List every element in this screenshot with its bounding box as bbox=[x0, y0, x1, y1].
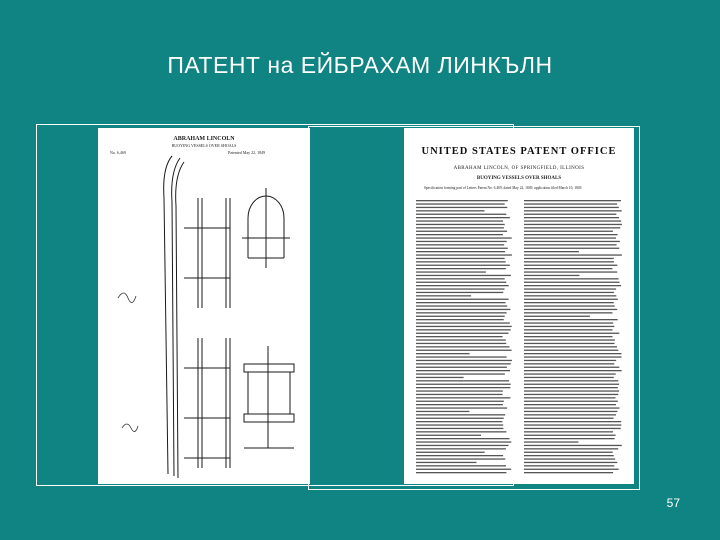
text-line bbox=[524, 237, 616, 238]
text-line bbox=[416, 431, 506, 432]
text-line bbox=[416, 227, 504, 228]
text-line bbox=[416, 428, 503, 429]
text-line bbox=[416, 278, 505, 279]
text-line bbox=[416, 210, 485, 211]
text-line bbox=[524, 384, 619, 385]
text-line bbox=[416, 455, 503, 456]
text-line bbox=[524, 312, 613, 313]
text-line bbox=[416, 411, 469, 412]
text-line bbox=[416, 448, 506, 449]
text-line bbox=[416, 438, 510, 439]
text-line bbox=[416, 390, 503, 391]
text-line bbox=[416, 265, 510, 266]
text-line bbox=[416, 217, 510, 218]
slide-title: ПАТЕНТ на ЕЙБРАХАМ ЛИНКЪЛН bbox=[167, 52, 553, 78]
text-line bbox=[524, 452, 613, 453]
text-line bbox=[416, 462, 477, 463]
text-line bbox=[416, 220, 503, 221]
text-line bbox=[524, 227, 620, 228]
text-line bbox=[524, 438, 615, 439]
text-line bbox=[524, 407, 620, 408]
text-line bbox=[524, 258, 614, 259]
text-line bbox=[524, 353, 622, 354]
text-line bbox=[524, 248, 619, 249]
text-line bbox=[524, 356, 622, 357]
text-line bbox=[524, 462, 617, 463]
text-line bbox=[524, 261, 614, 262]
text-line bbox=[524, 387, 618, 388]
text-line bbox=[416, 244, 504, 245]
text-line bbox=[524, 445, 622, 446]
text-line bbox=[416, 234, 503, 235]
text-line bbox=[416, 224, 505, 225]
text-line bbox=[524, 363, 614, 364]
text-line bbox=[524, 329, 613, 330]
drawing-date: Patented May 22, 1849 bbox=[228, 150, 266, 155]
text-line bbox=[416, 237, 512, 238]
text-line bbox=[416, 292, 503, 293]
text-line bbox=[416, 200, 508, 201]
text-line bbox=[416, 377, 464, 378]
text-line bbox=[524, 343, 615, 344]
text-line bbox=[416, 268, 506, 269]
text-line bbox=[524, 275, 580, 276]
text-line bbox=[416, 407, 507, 408]
text-line bbox=[524, 418, 614, 419]
text-line bbox=[416, 329, 511, 330]
text-line bbox=[524, 448, 618, 449]
text-line bbox=[524, 390, 619, 391]
drawing-inventor-name: ABRAHAM LINCOLN bbox=[173, 136, 235, 142]
text-line bbox=[524, 241, 620, 242]
signature-marks bbox=[118, 293, 138, 432]
text-line bbox=[416, 326, 512, 327]
text-line bbox=[416, 458, 505, 459]
text-line bbox=[524, 397, 616, 398]
chamber-figure bbox=[242, 188, 290, 268]
page-number: 57 bbox=[666, 496, 680, 510]
text-line bbox=[524, 295, 616, 296]
text-line bbox=[524, 220, 621, 221]
text-line bbox=[416, 353, 470, 354]
text-line bbox=[524, 431, 613, 432]
text-line bbox=[524, 414, 616, 415]
text-line bbox=[416, 258, 505, 259]
text-line bbox=[524, 346, 617, 347]
text-line bbox=[524, 404, 616, 405]
text-line bbox=[416, 203, 505, 204]
text-line bbox=[416, 346, 510, 347]
patent-invention-title: BUOYING VESSELS OVER SHOALS bbox=[476, 176, 562, 181]
text-line bbox=[524, 441, 578, 442]
text-line bbox=[416, 472, 506, 473]
text-line bbox=[524, 224, 622, 225]
text-line bbox=[524, 278, 619, 279]
text-line bbox=[524, 428, 621, 429]
text-line bbox=[524, 326, 614, 327]
text-line bbox=[416, 414, 505, 415]
text-line bbox=[416, 271, 486, 272]
text-line bbox=[524, 231, 613, 232]
text-line bbox=[524, 244, 617, 245]
text-line bbox=[524, 333, 619, 334]
text-line bbox=[524, 465, 614, 466]
text-line bbox=[524, 401, 618, 402]
text-line bbox=[416, 360, 512, 361]
text-line bbox=[416, 336, 503, 337]
text-line bbox=[416, 367, 507, 368]
text-line bbox=[416, 404, 503, 405]
text-line bbox=[524, 251, 579, 252]
drawing-invention: BUOYING VESSELS OVER SHOALS bbox=[171, 143, 237, 148]
text-line bbox=[416, 356, 507, 357]
text-line bbox=[524, 458, 615, 459]
text-line bbox=[524, 394, 618, 395]
text-line bbox=[416, 363, 511, 364]
text-line bbox=[416, 469, 511, 470]
text-line bbox=[416, 285, 509, 286]
text-line bbox=[524, 217, 619, 218]
text-line bbox=[416, 207, 507, 208]
text-line bbox=[416, 373, 505, 374]
text-line bbox=[524, 472, 613, 473]
text-line bbox=[524, 288, 616, 289]
text-line bbox=[416, 343, 506, 344]
text-line bbox=[416, 254, 512, 255]
text-line bbox=[524, 265, 617, 266]
text-line bbox=[416, 261, 506, 262]
text-line bbox=[524, 336, 613, 337]
text-line bbox=[524, 316, 590, 317]
text-line bbox=[416, 387, 510, 388]
text-line bbox=[416, 339, 506, 340]
text-line bbox=[524, 207, 619, 208]
text-line bbox=[416, 333, 509, 334]
text-line bbox=[524, 234, 618, 235]
text-line bbox=[524, 339, 615, 340]
text-line bbox=[524, 309, 617, 310]
text-line bbox=[416, 380, 509, 381]
patent-text-page bbox=[404, 128, 634, 484]
text-line bbox=[416, 312, 507, 313]
text-line bbox=[524, 319, 618, 320]
text-line bbox=[524, 455, 614, 456]
text-line bbox=[524, 367, 619, 368]
text-line bbox=[416, 418, 504, 419]
text-line bbox=[524, 302, 614, 303]
text-line bbox=[416, 441, 511, 442]
text-line bbox=[524, 411, 617, 412]
text-line bbox=[416, 421, 502, 422]
hull-figure bbox=[164, 156, 230, 478]
text-line bbox=[416, 435, 481, 436]
text-line bbox=[524, 469, 619, 470]
patent-text-columns bbox=[404, 128, 634, 484]
text-line bbox=[416, 465, 506, 466]
text-line bbox=[524, 380, 618, 381]
text-line bbox=[524, 424, 621, 425]
text-line bbox=[416, 401, 504, 402]
text-line bbox=[524, 292, 614, 293]
text-line bbox=[416, 319, 504, 320]
text-line bbox=[524, 373, 616, 374]
text-line bbox=[524, 350, 618, 351]
text-line bbox=[416, 288, 505, 289]
text-line bbox=[416, 370, 510, 371]
text-line bbox=[416, 295, 471, 296]
text-line bbox=[416, 452, 485, 453]
text-line bbox=[524, 305, 615, 306]
text-line bbox=[416, 397, 510, 398]
text-line bbox=[524, 268, 612, 269]
text-line bbox=[524, 421, 621, 422]
drawing-patent-no: No. 6,469 bbox=[110, 150, 126, 155]
text-line bbox=[416, 251, 505, 252]
text-line bbox=[524, 360, 616, 361]
text-line bbox=[416, 248, 508, 249]
text-line bbox=[524, 282, 620, 283]
text-line bbox=[416, 316, 505, 317]
text-line bbox=[524, 214, 616, 215]
text-line bbox=[524, 271, 617, 272]
text-line bbox=[416, 231, 507, 232]
text-line bbox=[524, 322, 613, 323]
text-line bbox=[524, 299, 618, 300]
text-line bbox=[416, 309, 510, 310]
text-line bbox=[416, 299, 509, 300]
patent-inventor-line: ABRAHAM LINCOLN, OF SPRINGFIELD, ILLINOIS bbox=[453, 166, 585, 171]
text-line bbox=[416, 350, 512, 351]
text-line bbox=[416, 322, 510, 323]
text-line bbox=[416, 214, 506, 215]
text-line bbox=[524, 203, 617, 204]
text-line bbox=[524, 285, 621, 286]
text-line bbox=[524, 370, 622, 371]
patent-office-heading: UNITED STATES PATENT OFFICE bbox=[421, 146, 617, 157]
text-line bbox=[524, 254, 622, 255]
text-line bbox=[416, 282, 506, 283]
patent-drawing bbox=[98, 128, 310, 484]
text-line bbox=[524, 377, 614, 378]
text-line bbox=[524, 435, 616, 436]
lower-figure bbox=[244, 346, 294, 448]
patent-spec-line: Specification forming part of Letters Patent No. 6,469, dated May 22, 1849; application filed March 10, 1849. bbox=[424, 186, 583, 190]
text-line bbox=[416, 275, 511, 276]
text-line bbox=[416, 384, 511, 385]
text-line bbox=[416, 424, 503, 425]
text-line bbox=[524, 210, 622, 211]
text-line bbox=[416, 445, 509, 446]
text-line bbox=[416, 394, 503, 395]
text-line bbox=[416, 241, 507, 242]
text-line bbox=[416, 305, 507, 306]
text-line bbox=[416, 302, 506, 303]
text-line bbox=[524, 200, 621, 201]
